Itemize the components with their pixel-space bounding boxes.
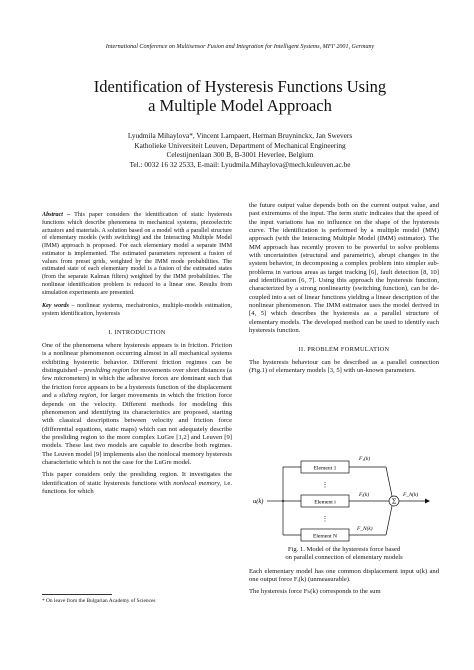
right-paragraph-1 [249,202,439,336]
figure-parallel-model [253,456,437,544]
paper-title [40,77,440,115]
force-n-label: F_N(k) [357,526,373,532]
intro-text-a: One of the phenomena where hysteresis appears is in friction. Friction is a nonlinear phenomenon occurring almost in all mechanical systems exhibiting hysteretic behavior. Different friction regimes can be distinguished – [42,342,232,375]
figure-input-label: u(k) [253,498,264,505]
element-i-label: Element i [314,499,336,506]
author-address: Celestijnenlaan 300 B, B-3001 Heverlee, Belgium [166,150,314,160]
force-i-label: Fᵢ(k) [359,492,370,498]
author-contact: Tel.: 0032 16 32 2533, E-mail: Lyudmila.Mihaylova@mech.kuleuven.ac.be [129,159,351,169]
element-1-label: Element 1 [313,465,337,472]
element-n-label: Element N [312,533,338,540]
right-column [249,202,439,376]
abstract [42,212,232,297]
summation-symbol: Σ [391,497,397,506]
keywords-text: – nonlinear systems, mechatronics, multiple-models estimation, system identification, hysteresis [42,303,232,317]
section-heading-introduction: I. INTRODUCTION [108,328,166,336]
keywords [42,303,232,319]
right-text-b: indicates that the speed of the input variations has no influence on the shape of the hysteresis curve. The identification is performed by a multiple model (MM) approach (with the Interacting Multiple Model (IMM) estimator). The MM approach has recently proven to be powerful to solve problems with uncertainties (structural and parametric), abrupt changes in the system behavior, in decomposing a complex problem into simpler sub-problems in various areas as target tracking [6], fault detection [8, 10] and identification [6, 7]. Using this approach the hysteresis function, characterized by a strong nonlinearity (switching function), can be de-coupled into a set of linear functions yielding a linear description of the nonlinear phenomenon. The IMM estimator uses the model derived in [4, 5] which describes the hysteresis as a parallel structure of elementary models. The developed method can be used to identify each hysteresis function. [249,210,439,335]
caption-line-1: Fig. 1. Model of the hysteresis force based [287,546,401,553]
dots-lower: ⋮ [321,515,329,523]
section-heading-problem: II. PROBLEM FORMULATION [298,345,390,353]
dots-upper: ⋮ [321,481,329,489]
author-names: Lyudmila Mihaylova*, Vincent Lampaert, Herman Bruyninckx, Jan Swevers [127,131,353,140]
intro-p2-text-b: , i.e. functions for which [42,479,233,495]
abstract-label: Abstract – [42,212,71,218]
intro-p2-text-a: This paper considers only the presliding region. It investigates the identification of static hysteresis functions with [42,471,232,487]
right-emphasis-static: static [353,210,368,218]
intro-paragraph-1 [42,342,232,467]
conference-header: International Conference on Multisensor Fusion and Integration for Intelligent Systems, MFI' 2001, Germany [105,44,375,50]
intro-emphasis-presliding: presliding region [83,367,130,375]
force-1-label: F₁(k) [359,456,371,462]
caption-line-2: on parallel connection of elementary models [285,554,403,562]
intro-emphasis-sliding: sliding region, [59,392,98,400]
abstract-text: This paper considers the identification of static hysteresis functions which describe phenomena in mechanical systems, piezoelectric actuators and materials. A solution based on a model with a parallel structure of elementary models (with switching) and the Interacting Multiple Model (IMM) approach is proposed. For each elementary model a separate IMM estimator is implemented. The estimated parameters represent a fusion of values from preset grids, weighted by the IMM mode probabilities. The estimated state of each elementary model is a fusion of the estimated states (from the separate Kalman filters) weighted by the IMM probabilities. The nonlinear identification problem is reduced to a linear one. Results from simulation experiments are presented. [42,212,232,296]
intro-paragraph-2 [42,471,232,496]
left-column [42,212,232,496]
title-line-1: Identification of Hysteresis Functions Using [93,77,387,96]
intro-text-c: for larger movements in which the friction force depends on the velocity. Different methods for modeling this phenomenon and identifying its characteristics are proposed, starting with classical descriptions between velocity and friction force (differential equations, static maps) which can not adequately describe the presliding region to the more complex LuGre [1,2] and Leuven [9] models. These last two models are capable to describe both regimes. The Leuven model [9] implements also the nonlocal memory hysteresis characteristic which is not the case for the LuGre model. [42,392,232,466]
intro-emphasis-nonlocal: nonlocal memory [173,479,220,487]
footnote-divider [42,594,112,595]
post-figure-paragraph-1: Each elementary model has one common displacement input u(k) and one output force Fᵢ(k) (unmeasurable). [249,568,439,584]
output-force-label: F_h(k) [403,492,419,498]
author-block [40,131,440,169]
intro-text-b: for movements over short distances (a few micrometers) in which the adhesive forces are dominant such that the friction force appears to be a hysteresis function of the displacement and a [42,367,232,400]
post-figure-paragraph-2: The hysteresis force Fₕ(k) corresponds to the sum [249,587,381,595]
figure-caption [249,546,439,563]
footnote: * On leave from the Bulgarian Academy of Sciences [42,598,156,604]
keywords-label: Key words [42,303,69,310]
title-line-2: a Multiple Model Approach [148,96,332,115]
author-affiliation: Katholieke Universiteit Leuven, Department of Mechanical Engineering [134,140,346,150]
post-figure-text [249,568,439,596]
problem-paragraph: The hysteresis behaviour can be described as a parallel connection (Fig.1) of elementary models [3, 5] with un-known parameters. [249,358,439,375]
right-text-a: the future output value depends both on the current output value, and past extremums of the input. The term [249,202,439,218]
